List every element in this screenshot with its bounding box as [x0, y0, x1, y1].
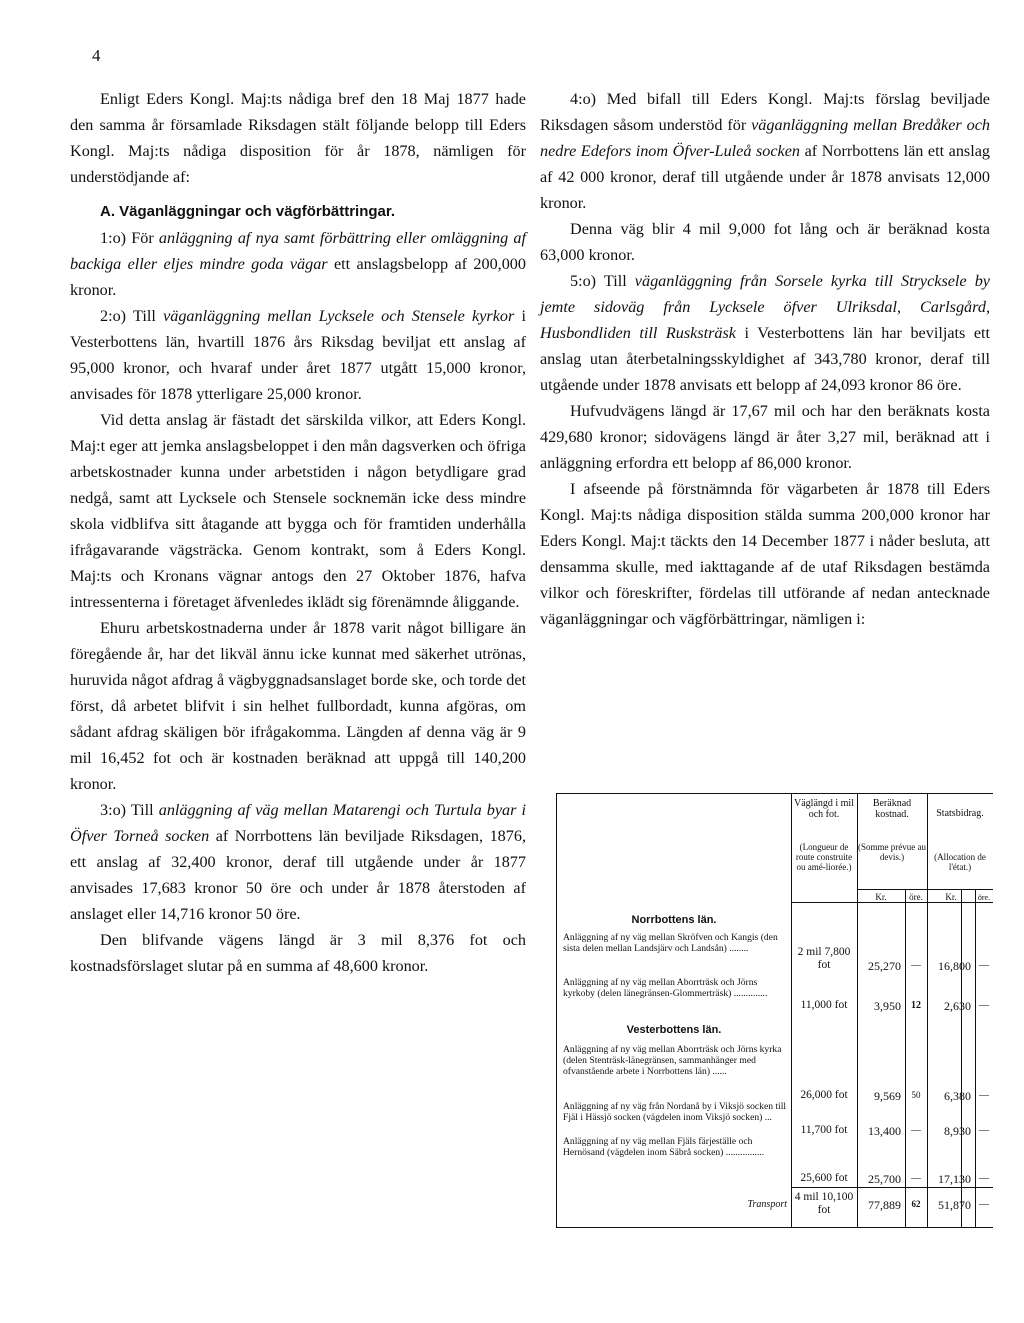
row-length: 2 mil 7,800 fot — [797, 946, 851, 971]
row-length: 11,700 fot — [800, 1124, 848, 1136]
row-description: Anläggning af ny väg från Nordanå by i Viksjö socken till Fjäl i Hässjö socken (vägdelen inom Viksjö socken) ... — [563, 1101, 787, 1123]
section-norrbotten: Norrbottens län. — [631, 914, 717, 926]
row-description: Anläggning af ny väg mellan Aborrträsk och Jörns kyrkoby (delen länegränsen-Glommerträsk) .............. — [563, 977, 768, 999]
row-grant-kr: 2,630 — [944, 999, 971, 1013]
transport-label: Transport — [747, 1199, 787, 1210]
row-grant-ore: — — [979, 1173, 989, 1184]
right-column — [540, 86, 990, 632]
header-cost-fr: (Somme prévue au devis.) — [858, 842, 926, 862]
intro-paragraph: Enligt Eders Kongl. Maj:ts nådiga bref den 18 Maj 1877 hade den samma år församlade Riksdagen stält följande belopp till Eders Kongl. Maj:ts nådiga disposition för år 1878, nämligen för understödjande af: — [70, 90, 526, 186]
paragraph-2: 2:o) Till väganläggning mellan Lycksele och Stensele kyrkor i Vesterbottens län, hvartill 1876 års Riksdag beviljat ett anslag af 95,000 kronor, och hvaraf under året 1877 utgått 15,000 kronor, anvisades för 1878 ytterligare 25,000 kronor. — [70, 307, 527, 403]
row-cost-ore: — — [911, 1125, 921, 1136]
row-description: Anläggning af ny väg mellan Fjäls färjeställe och Hernösand (vägdelen inom Säbrå socken) ................ — [563, 1136, 765, 1158]
header-length: Väglängd i mil och fot. — [794, 798, 854, 820]
section-vesterbotten: Vesterbottens län. — [626, 1024, 722, 1036]
paragraph-4: Ehuru arbetskostnaderna under år 1878 varit något billigare än föregående år, har det likväl ännu icke kunnat med säkerhet utrönas, huruvida något afdrag å vägbyggnadsanslaget borde ske, och torde det först, då arbetet blifvit i sin helhet fullbordadt, kunna afgöras, om sådant afdrag skäligen bör ifrågakomma. Längden af denna väg är 9 mil 16,452 fot och är kostnaden beräknad att uppgå till 140,200 kronor. — [70, 619, 526, 793]
row-cost-ore: — — [911, 1173, 921, 1184]
page-number: 4 — [92, 46, 101, 65]
row-grant-ore: — — [979, 1000, 989, 1011]
section-heading: A. Väganläggningar och vägförbättringar. — [100, 203, 396, 220]
row-cost-kr: 25,270 — [868, 959, 901, 973]
paragraph-6: Den blifvande vägens längd är 3 mil 8,376 fot och kostnadsförslaget slutar på en summa af 48,600 kronor. — [70, 931, 526, 975]
row-description: Anläggning af ny väg mellan Aborrträsk och Jörns kyrka (delen Stenträsk-länegränsen, sammanhänger med ofvanstående arbete i Norrbottens län) ...... — [563, 1044, 782, 1077]
paragraph-4o: 4:o) Med bifall till Eders Kongl. Maj:ts förslag beviljade Riksdagen såsom understöd för väganläggning mellan Bredåker och nedre Edefors inom Öfver-Luleå socken af Norrbottens län ett anslag af 42 000 kronor, deraf till utgående under år 1878 anvisats 12,000 kronor. — [540, 90, 990, 212]
row-length: 26,000 fot — [800, 1089, 848, 1101]
paragraph-afseende: I afseende på förstnämnda för vägarbeten år 1878 till Eders Kongl. Maj:ts nådiga disposition stälda summa 200,000 kronor har Eders Kongl. Maj:t täckts den 14 December 1877 i nåder besluta, att densamma skulle, med iakttagande af de utaf Riksdagen bestämda vilkor och föreskrifter, fördelas till utförande af nedan antecknade väganläggningar och vägförbättringar, nämligen i: — [540, 480, 990, 628]
row-grant-kr: 16,800 — [938, 959, 971, 973]
row-cost-ore: 50 — [911, 1090, 921, 1100]
row-length: 11,000 fot — [800, 999, 848, 1011]
transport-cost-ore: 62 — [911, 1199, 921, 1209]
row-grant-ore: — — [979, 960, 989, 971]
header-grant-kr: Kr. — [945, 892, 957, 902]
row-grant-ore: — — [979, 1090, 989, 1101]
row-grant-kr: 8,930 — [944, 1124, 971, 1138]
row-cost-kr: 9,569 — [874, 1089, 901, 1103]
row-length: 25,600 fot — [800, 1172, 848, 1184]
row-cost-ore: — — [911, 960, 921, 971]
row-cost-kr: 25,700 — [868, 1172, 901, 1186]
paragraph-hufvudvag: Hufvudvägens längd är 17,67 mil och har den beräknats kosta 429,680 kronor; sidovägens längd är åter 3,27 mil, beräknad att i anläggning erfordra ett belopp af 86,000 kronor. — [540, 402, 990, 472]
header-length-fr: (Longueur de route construite ou amé-liorée.) — [795, 842, 853, 872]
transport-grant-ore: — — [979, 1199, 989, 1210]
row-grant-kr: 17,130 — [938, 1172, 971, 1186]
transport-cost-kr: 77,889 — [868, 1198, 901, 1212]
row-grant-kr: 6,380 — [944, 1089, 971, 1103]
header-cost-ore: öre. — [909, 892, 923, 902]
row-description: Anläggning af ny väg mellan Skröfven och Kangis (den sista delen mellan Landsjärv och Landsån) ........ — [563, 932, 778, 954]
header-cost-kr: Kr. — [875, 892, 887, 902]
paragraph-1: 1:o) För anläggning af nya samt förbättring eller omläggning af backiga eller eljes mindre goda vägar ett anslagsbelopp af 200,000 kronor. — [70, 229, 527, 299]
row-grant-ore: — — [979, 1125, 989, 1136]
header-grant: Statsbidrag. — [936, 808, 984, 819]
paragraph-denna: Denna väg blir 4 mil 9,000 fot lång och är beräknad kosta 63,000 kronor. — [540, 220, 990, 264]
header-grant-ore: öre. — [977, 893, 991, 902]
transport-length: 4 mil 10,100 fot — [794, 1191, 854, 1216]
header-cost: Beräknad kostnad. — [872, 798, 912, 820]
paragraph-3: Vid detta anslag är fästadt det särskilda vilkor, att Eders Kongl. Maj:t eger att jemka anslagsbeloppet i den mån dagsverken och öfriga arbetskostnader kunna under arbetstiden i någon betydligare grad nedgå, samt att Lycksele och Stensele socknemän icke dess mindre skola vidblifva sitt åtagande att bygga och för framtiden underhålla ifrågavarande vägsträcka. Genom kontrakt, som å Eders Kongl. Maj:ts och Kronans vägnar antogs den 27 Oktober 1876, hafva intressenterna i företaget äfvenledes iklädt sig förenämnde åliggande. — [70, 411, 526, 611]
left-column — [70, 86, 526, 979]
transport-grant-kr: 51,870 — [938, 1198, 971, 1212]
row-cost-kr: 3,950 — [874, 999, 901, 1013]
paragraph-5o: 5:o) Till väganläggning från Sorsele kyrka till Strycksele by jemte sidoväg från Lycksele öfver Ulriksdal, Carlsgård, Husbondliden till Rusksträsk i Vesterbottens län har beviljats ett anslag utan återbetalningsskyldighet af 343,780 kronor, deraf till utgående under 1878 anvisats ett belopp af 24,093 kronor 86 öre. — [540, 272, 990, 394]
paragraph-5: 3:o) Till anläggning af väg mellan Matarengi och Turtula byar i Öfver Torneå socken af Norrbottens län beviljade Riksdagen, 1876, ett anslag af 32,400 kronor, deraf till utgående under år 1877 anvisades 17,683 kronor 50 öre och under år 1878 återstoden af anslaget eller 14,716 kronor 50 öre. — [70, 801, 527, 923]
row-cost-ore: 12 — [911, 1000, 921, 1011]
allocation-table — [556, 793, 993, 1228]
row-cost-kr: 13,400 — [868, 1124, 901, 1138]
header-grant-fr: (Allocation de l'état.) — [934, 852, 986, 872]
